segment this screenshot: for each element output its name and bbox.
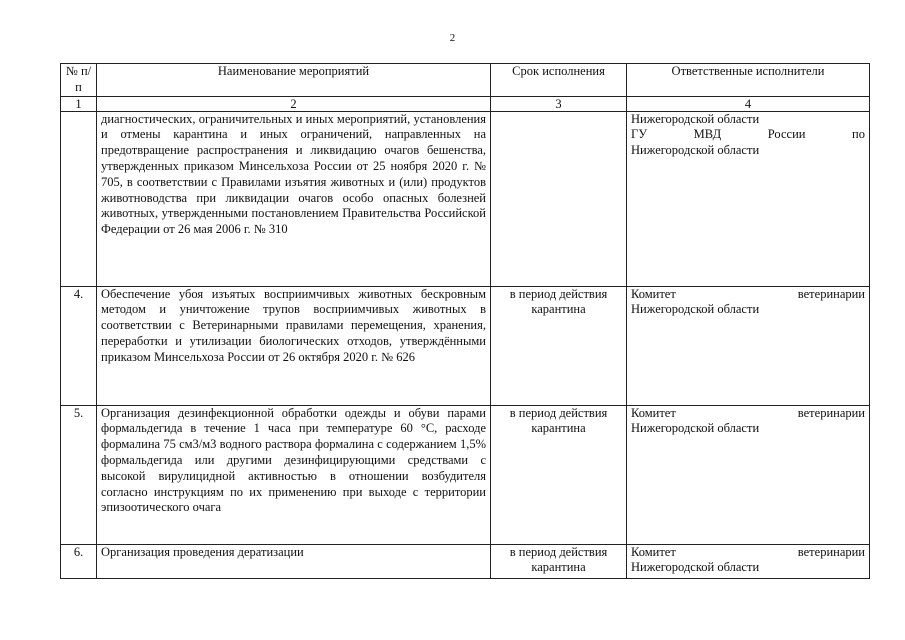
column-number: 2 [97, 96, 491, 111]
header-responsible: Ответственные исполнители [627, 64, 870, 97]
measure-responsible [627, 111, 870, 286]
table-row [61, 111, 870, 286]
table-header-row [61, 64, 870, 97]
responsible-line: Нижегородской области [631, 421, 760, 436]
header-num: № п/п [61, 64, 97, 97]
responsible-line: Комитет ветеринарии [631, 405, 865, 420]
measure-responsible [627, 405, 870, 544]
measure-term: в период действия карантина [491, 286, 627, 405]
table-row [61, 286, 870, 405]
header-term: Срок исполнения [491, 64, 627, 97]
column-number: 1 [61, 96, 97, 111]
row-number: 4. [61, 286, 97, 405]
measure-term: в период действия карантина [491, 544, 627, 578]
page-number: 2 [449, 32, 456, 44]
measure-description: Обеспечение убоя изъятых восприимчивых животных бескровным методом и уничтожение трупов восприимчивых животных в соответствии с Ветеринарными правилами перемещения, хранения, переработки и утилизации биологических отходов, утверждёнными приказом Минсельхоза России от 26 октября 2020 г. № 626 [97, 286, 491, 405]
measures-table [60, 63, 870, 579]
responsible-line: Нижегородской области [631, 143, 760, 158]
responsible-line: Комитет ветеринарии [631, 544, 865, 559]
responsible-line: Нижегородской области [631, 111, 760, 126]
responsible-line: Комитет ветеринарии [631, 286, 865, 301]
header-name: Наименование мероприятий [97, 64, 491, 97]
table-row [61, 544, 870, 578]
responsible-line: Нижегородской области [631, 302, 760, 317]
table-row [61, 405, 870, 544]
row-number [61, 111, 97, 286]
measure-description: диагностических, ограничительных и иных мероприятий, установления и отмены карантина и иных ограничений, направленных на предотвращение распространения и ликвидацию очагов бешенства, утвержденных приказом Минсельхоза России от 25 ноября 2020 г. № 705, в соответствии с Правилами изъятия животных и (или) продуктов животноводства при ликвидации очагов особо опасных болезней животных, утвержденными постановлением Правительства Российской Федерации от 26 мая 2006 г. № 310 [97, 111, 491, 286]
measure-responsible [627, 286, 870, 405]
column-number: 4 [627, 96, 870, 111]
row-number: 5. [61, 405, 97, 544]
column-number-row [61, 96, 870, 111]
measure-responsible [627, 544, 870, 578]
responsible-line: ГУ МВД России по [631, 127, 865, 142]
measure-term [491, 111, 627, 286]
measure-description: Организация дезинфекционной обработки одежды и обуви парами формальдегида в течение 1 часа при температуре 60 °С, расходе формалина 75 см3/м3 водного раствора формалина с содержанием 1,5% формальдегида или другими дезинфицирующими средствами с высокой вирулицидной активностью в отношении возбудителя согласно инструкциям по их применению при выходе с территории эпизоотического очага [97, 405, 491, 544]
column-number: 3 [491, 96, 627, 111]
measure-description: Организация проведения дератизации [97, 544, 491, 578]
measure-term: в период действия карантина [491, 405, 627, 544]
row-number: 6. [61, 544, 97, 578]
responsible-line: Нижегородской области [631, 560, 760, 575]
